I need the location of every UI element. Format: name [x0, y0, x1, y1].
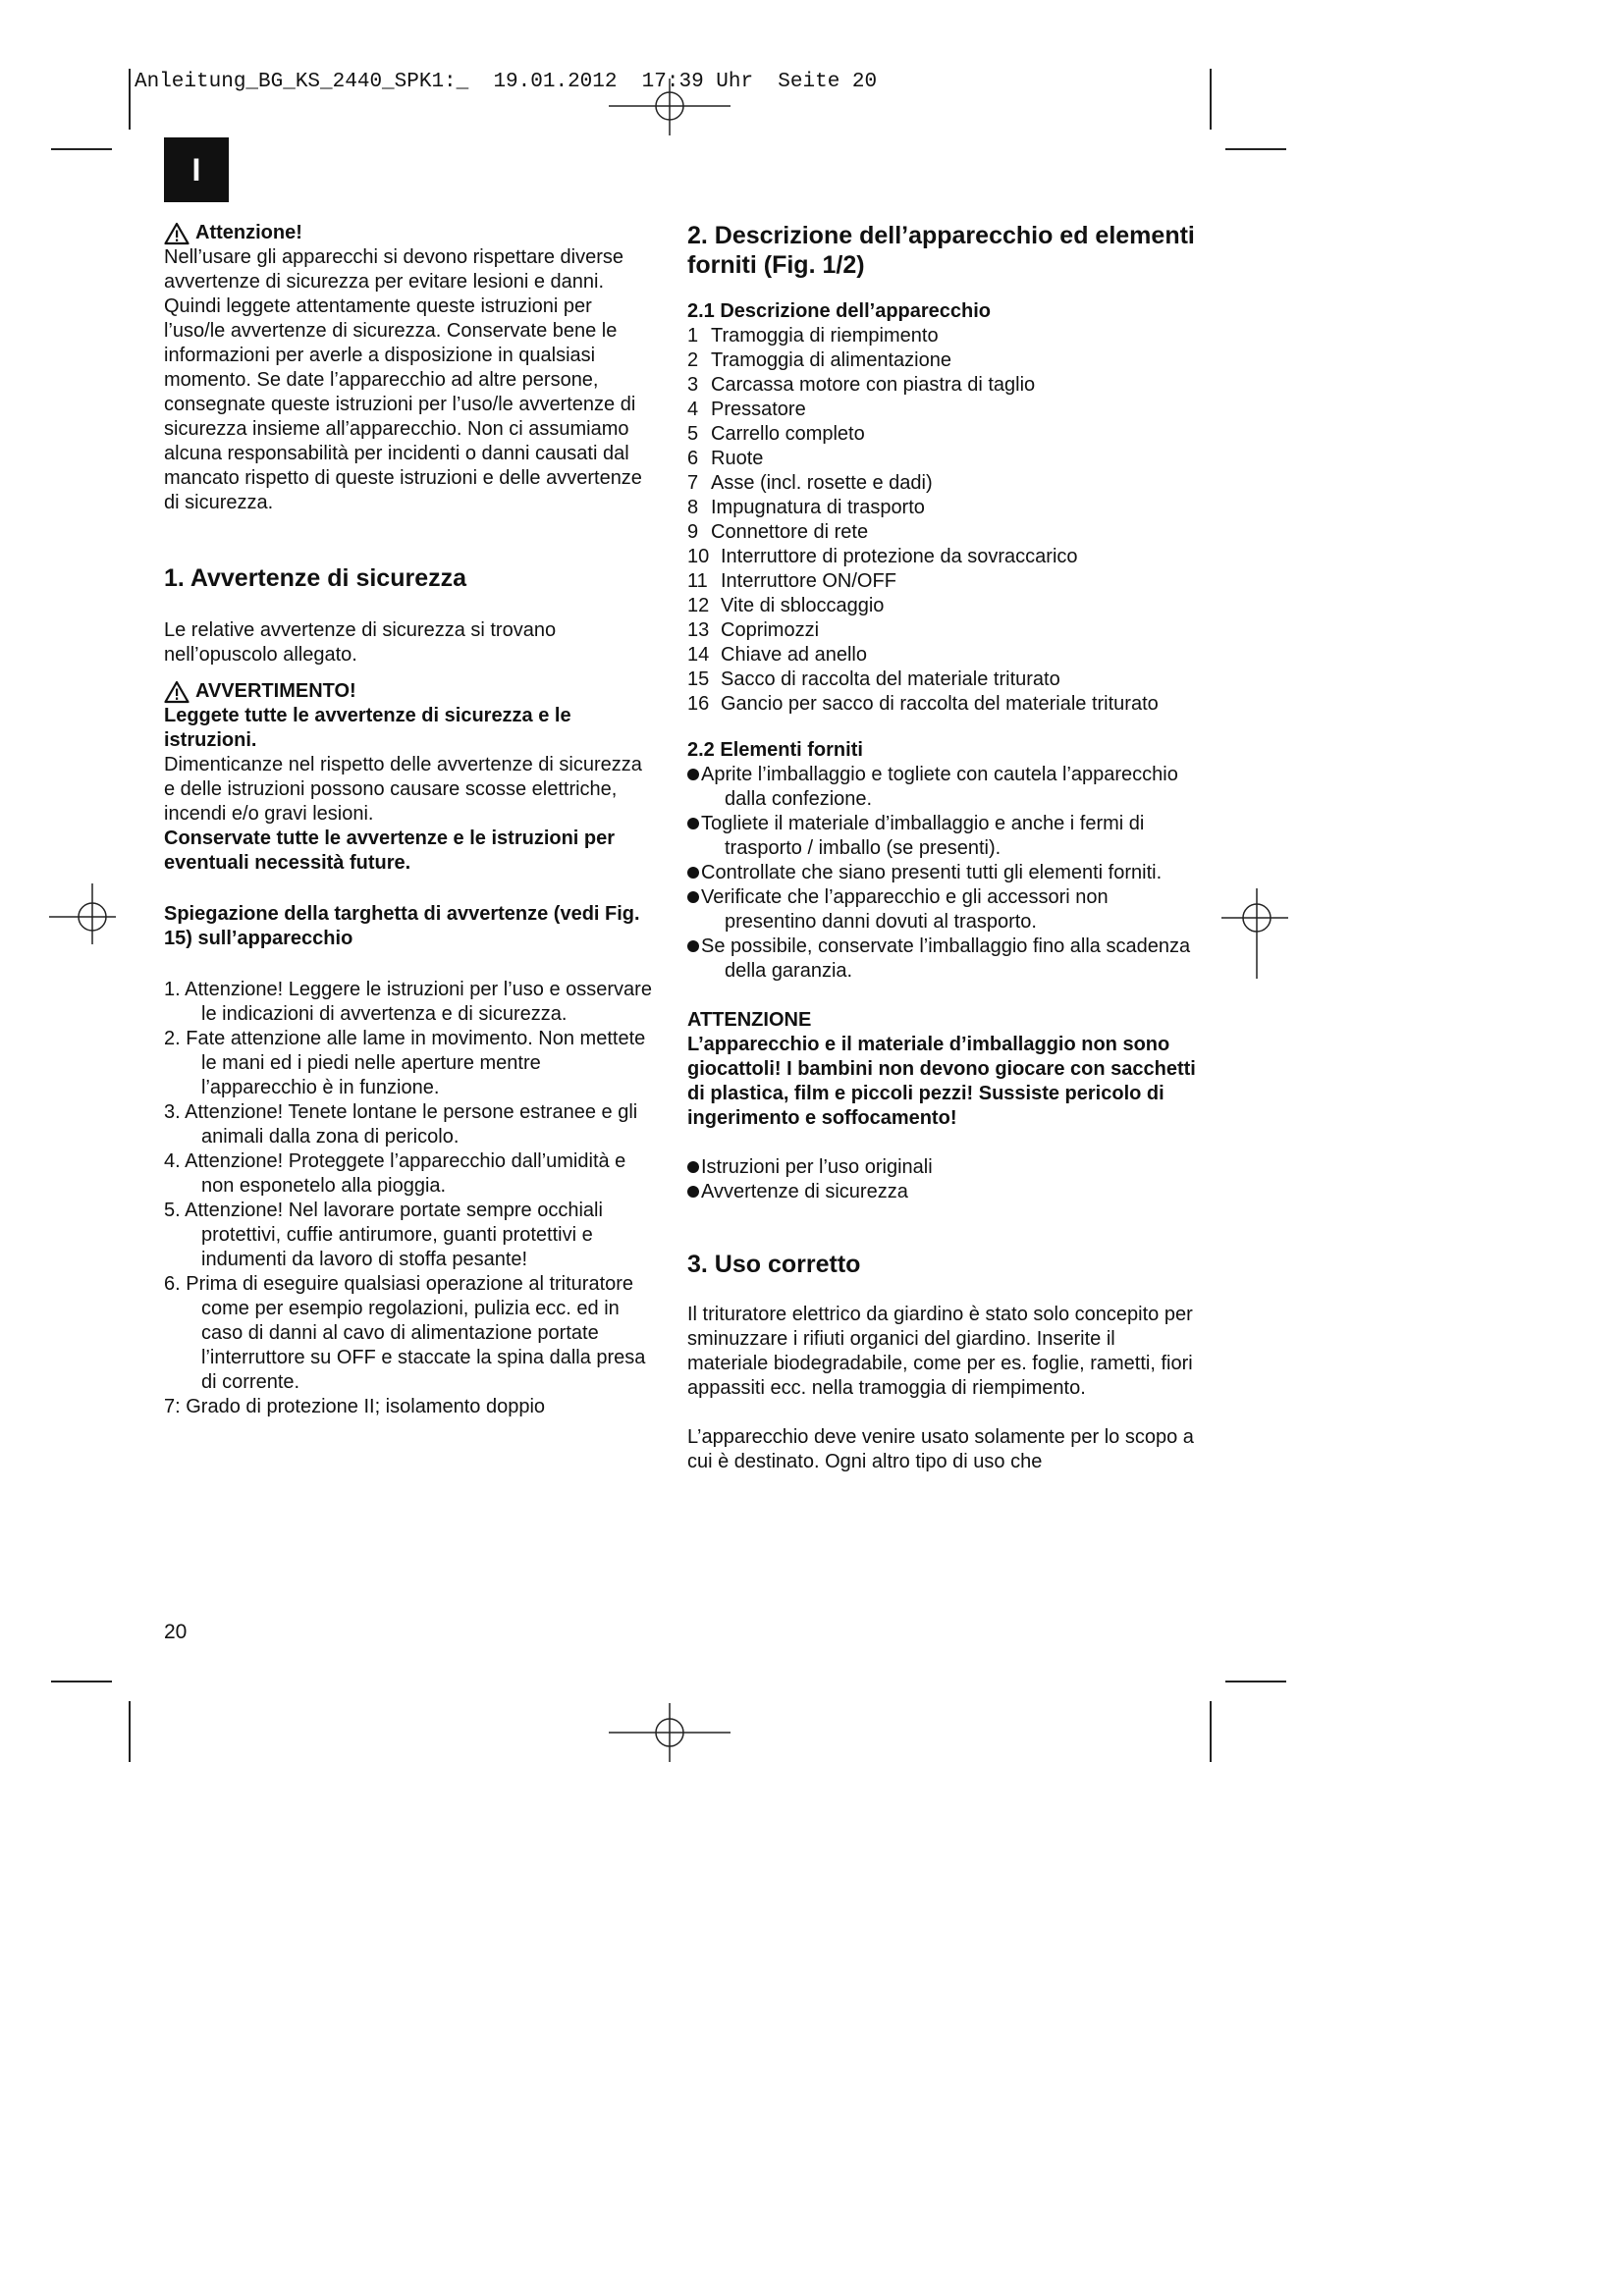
part-item: [687, 373, 1198, 398]
print-slug: Anleitung_BG_KS_2440_SPK1:_ 19.01.2012 17:39 Uhr Seite 20: [135, 71, 878, 93]
part-number: 2: [687, 349, 699, 371]
part-number: 10: [687, 546, 710, 567]
bullet-item: [687, 1180, 1198, 1204]
warning-title: AVVERTIMENTO!: [195, 680, 356, 702]
warning-bold-read: Leggete tutte le avvertenze di sicurezza e le istruzioni.: [164, 705, 571, 751]
attention-heading: [164, 221, 653, 245]
warning-heading: [164, 679, 653, 704]
part-item: [687, 348, 1198, 373]
part-item: [687, 447, 1198, 471]
part-label: Coprimozzi: [721, 619, 820, 641]
bullet-text: Controllate che siano presenti tutti gli elementi forniti.: [701, 862, 1163, 883]
registration-mark-top: [609, 79, 731, 137]
section-1-title: 1. Avvertenze di sicurezza: [164, 564, 467, 592]
part-number: 5: [687, 423, 699, 445]
bullet-icon: [687, 1186, 699, 1198]
part-number: 3: [687, 374, 699, 396]
part-item: [687, 545, 1198, 569]
section-2-2-title: 2.2 Elementi forniti: [687, 739, 863, 761]
attention-caps-text: L’apparecchio e il materiale d’imballaggio non sono giocattoli! I bambini non devono giocare con sacchetti di plastica, film e piccoli pezzi! Sussiste pericolo di ingerimento e soffocamento!: [687, 1034, 1196, 1129]
list-item: 6. Prima di eseguire qualsiasi operazione al trituratore come per esempio regolazioni, pulizia ecc. ed in caso di danni al cavo di alimentazione portate l’interruttore su OFF e staccate la spina dalla presa di corrente.: [164, 1273, 646, 1393]
section-3-paragraph-1: Il trituratore elettrico da giardino è stato solo concepito per sminuzzare i rifiuti organici del giardino. Inserite il materiale biodegradabile, come per es. foglie, rametti, fiori appassiti ecc. nella tramoggia di riempimento.: [687, 1304, 1193, 1399]
parts-list: [687, 324, 1198, 717]
list-item: 7: Grado di protezione II; isolamento doppio: [164, 1396, 546, 1417]
bullet-item: [687, 885, 1198, 934]
label-items-list: [164, 978, 653, 1419]
part-number: 7: [687, 472, 699, 494]
part-number: 6: [687, 448, 699, 469]
bullet-icon: [687, 1161, 699, 1173]
part-number: 13: [687, 619, 710, 641]
part-item: [687, 422, 1198, 447]
bullet-item: [687, 1155, 1198, 1180]
left-column: [164, 221, 653, 1419]
right-column: [687, 221, 1198, 1474]
crop-mark-bottom-left-h: [51, 1681, 112, 1682]
list-item: 3. Attenzione! Tenete lontane le persone estranee e gli animali dalla zona di pericolo.: [164, 1101, 638, 1148]
bullet-icon: [687, 940, 699, 952]
bullet-item: [687, 934, 1198, 984]
part-number: 16: [687, 693, 710, 715]
part-number: 15: [687, 668, 710, 690]
part-label: Impugnatura di trasporto: [711, 497, 925, 518]
bullet-icon: [687, 867, 699, 879]
attention-text: Nell’usare gli apparecchi si devono rispettare diverse avvertenze di sicurezza per evitare lesioni e danni. Quindi leggete attentamente queste istruzioni per l’uso/le avvertenze di sicurezza. Conservate bene le informazioni per averle a disposizione in qualsiasi momento. Se date l’apparecchio ad altre persone, consegnate queste istruzioni per l’uso/le avvertenze di sicurezza insieme all’apparecchio. Non ci assumiamo alcuna responsabilità per incidenti o danni causati dal mancato rispetto di queste istruzioni e delle avvertenze di sicurezza.: [164, 246, 642, 513]
section-1-text: Le relative avvertenze di sicurezza si trovano nell’opuscolo allegato.: [164, 619, 557, 666]
part-number: 11: [687, 570, 708, 592]
list-item: 2. Fate attenzione alle lame in movimento. Non mettete le mani ed i piedi nelle aperture mentre l’apparecchio è in funzione.: [164, 1028, 646, 1098]
bullet-item: [687, 861, 1198, 885]
warning-triangle-icon: [164, 680, 189, 704]
section-3-paragraph-2: L’apparecchio deve venire usato solamente per lo scopo a cui è destinato. Ogni altro tipo di uso che: [687, 1426, 1194, 1472]
section-3-title: 3. Uso corretto: [687, 1251, 861, 1278]
warning-bold-keep: Conservate tutte le avvertenze e le istruzioni per eventuali necessità future.: [164, 828, 616, 874]
registration-mark-right: [1214, 888, 1292, 987]
part-label: Tramoggia di riempimento: [711, 325, 939, 347]
part-item: [687, 398, 1198, 422]
part-number: 4: [687, 399, 699, 420]
language-tab: I: [164, 137, 229, 202]
bullet-item: [687, 812, 1198, 861]
section-2-1-title: 2.1 Descrizione dell’apparecchio: [687, 300, 992, 322]
part-number: 1: [687, 325, 699, 347]
part-label: Ruote: [711, 448, 764, 469]
part-item: [687, 618, 1198, 643]
part-label: Asse (incl. rosette e dadi): [711, 472, 933, 494]
crop-mark-top-left-h: [51, 148, 112, 150]
bullet-icon: [687, 891, 699, 903]
part-label: Connettore di rete: [711, 521, 869, 543]
bullet-text: Togliete il materiale d’imballaggio e anche i fermi di trasporto / imballo (se presenti).: [701, 813, 1145, 859]
list-item: 1. Attenzione! Leggere le istruzioni per l’uso e osservare le indicazioni di avvertenza e di sicurezza.: [164, 979, 652, 1025]
bullet-icon: [687, 769, 699, 780]
part-label: Tramoggia di alimentazione: [711, 349, 951, 371]
part-number: 14: [687, 644, 710, 666]
part-item: [687, 324, 1198, 348]
bullet-text: Se possibile, conservate l’imballaggio fino alla scadenza della garanzia.: [701, 935, 1191, 982]
part-label: Pressatore: [711, 399, 806, 420]
crop-mark-top-right-h: [1225, 148, 1286, 150]
part-label: Interruttore ON/OFF: [721, 570, 896, 592]
part-number: 12: [687, 595, 710, 616]
bullet-text: Avvertenze di sicurezza: [701, 1181, 908, 1202]
part-item: [687, 569, 1198, 594]
crop-mark-top-left-v: [129, 69, 131, 130]
list-item: 5. Attenzione! Nel lavorare portate sempre occhiali protettivi, cuffie antirumore, guanti protettivi e indumenti da lavoro di stoffa pesante!: [164, 1200, 603, 1270]
crop-mark-top-right-v: [1210, 69, 1212, 130]
part-label: Interruttore di protezione da sovraccarico: [721, 546, 1078, 567]
part-item: [687, 667, 1198, 692]
part-label: Gancio per sacco di raccolta del materiale triturato: [721, 693, 1159, 715]
part-item: [687, 594, 1198, 618]
part-label: Sacco di raccolta del materiale triturato: [721, 668, 1060, 690]
bullet-text: Istruzioni per l’uso originali: [701, 1156, 933, 1178]
attention-caps-title: ATTENZIONE: [687, 1009, 812, 1031]
documents-list: [687, 1155, 1198, 1204]
registration-mark-bottom: [609, 1703, 731, 1782]
registration-mark-left: [49, 883, 128, 982]
supplied-list: [687, 763, 1198, 984]
list-item: 4. Attenzione! Proteggete l’apparecchio dall’umidità e non esponetelo alla pioggia.: [164, 1150, 626, 1197]
part-item: [687, 520, 1198, 545]
bullet-icon: [687, 818, 699, 829]
label-explanation-title: Spiegazione della targhetta di avvertenze (vedi Fig. 15) sull’apparecchio: [164, 903, 640, 949]
attention-title: Attenzione!: [195, 222, 302, 243]
page-number: 20: [164, 1621, 188, 1643]
bullet-item: [687, 763, 1198, 812]
part-item: [687, 643, 1198, 667]
warning-text: Dimenticanze nel rispetto delle avvertenze di sicurezza e delle istruzioni possono causare scosse elettriche, incendi e/o gravi lesioni.: [164, 754, 642, 825]
part-item: [687, 471, 1198, 496]
part-number: 9: [687, 521, 699, 543]
bullet-text: Verificate che l’apparecchio e gli accessori non presentino danni dovuti al trasporto.: [701, 886, 1109, 933]
part-label: Vite di sbloccaggio: [721, 595, 885, 616]
part-item: [687, 496, 1198, 520]
crop-mark-bottom-left-v: [129, 1701, 131, 1762]
crop-mark-bottom-right-v: [1210, 1701, 1212, 1762]
crop-mark-bottom-right-h: [1225, 1681, 1286, 1682]
part-number: 8: [687, 497, 699, 518]
section-2-title: 2. Descrizione dell’apparecchio ed elementi forniti (Fig. 1/2): [687, 222, 1195, 279]
part-label: Chiave ad anello: [721, 644, 867, 666]
bullet-text: Aprite l’imballaggio e togliete con cautela l’apparecchio dalla confezione.: [701, 764, 1178, 810]
part-item: [687, 692, 1198, 717]
warning-triangle-icon: [164, 222, 189, 245]
part-label: Carrello completo: [711, 423, 865, 445]
part-label: Carcassa motore con piastra di taglio: [711, 374, 1036, 396]
